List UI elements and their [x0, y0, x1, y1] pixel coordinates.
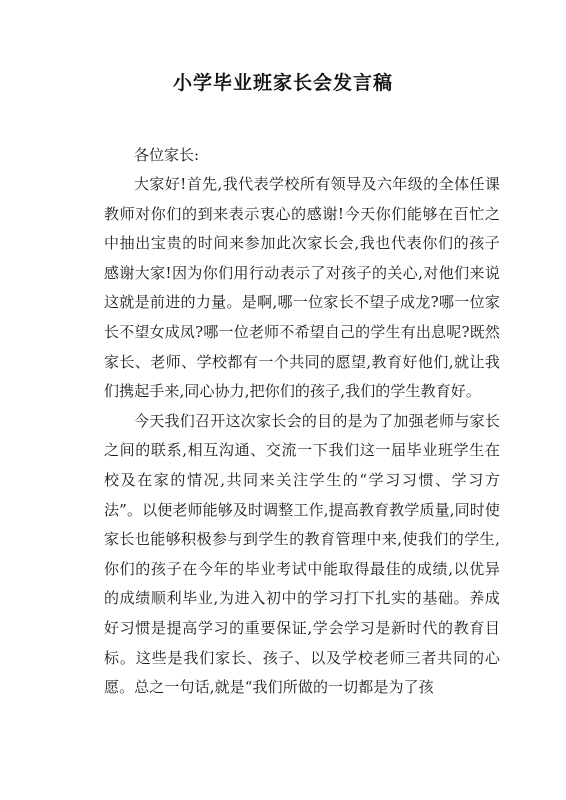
document-title: 小学毕业班家长会发言稿 — [172, 72, 393, 94]
paragraph-1: 大家好!首先,我代表学校所有领导及六年级的全体任课教师对你们的到来表示衷心的感谢!今天你们能够在百忙之中抽出宝贵的时间来参加此次家长会,我也代表你们的孩子感谢大家!因为你们用行动表示了对孩子的关心,对他们来说这就是前进的力量。是啊,哪一位家长不望子成龙?哪一位家长不望女成凤?哪一位老师不希望自己的学生有出息呢?既然家长、老师、学校都有一个共同的愿望,教育好他们,就让我们携起手来,同心协力,把你们的孩子,我们的学生教育好。 — [104, 175, 500, 401]
salutation: 各位家长: — [134, 146, 200, 164]
paragraph-2: 今天我们召开这次家长会的目的是为了加强老师与家长之间的联系,相互沟通、交流一下我们这一届毕业班学生在校及在家的情况,共同来关注学生的“学习习惯、学习方法”。以便老师能够及时调整工作,提高教育教学质量,同时使家长也能够积极参与到学生的教育管理中来,使我们的学生,你们的孩子在今年的毕业考试中能取得最佳的成绩,以优异的成绩顺利毕业,为进入初中的学习打下扎实的基础。养成好习惯是提高学习的重要保证,学会学习是新时代的教育目标。这些是我们家长、孩子、以及学校老师三者共同的心愿。总之一句话,就是“我们所做的一切都是为了孩 — [104, 411, 500, 697]
document-body — [104, 140, 500, 703]
